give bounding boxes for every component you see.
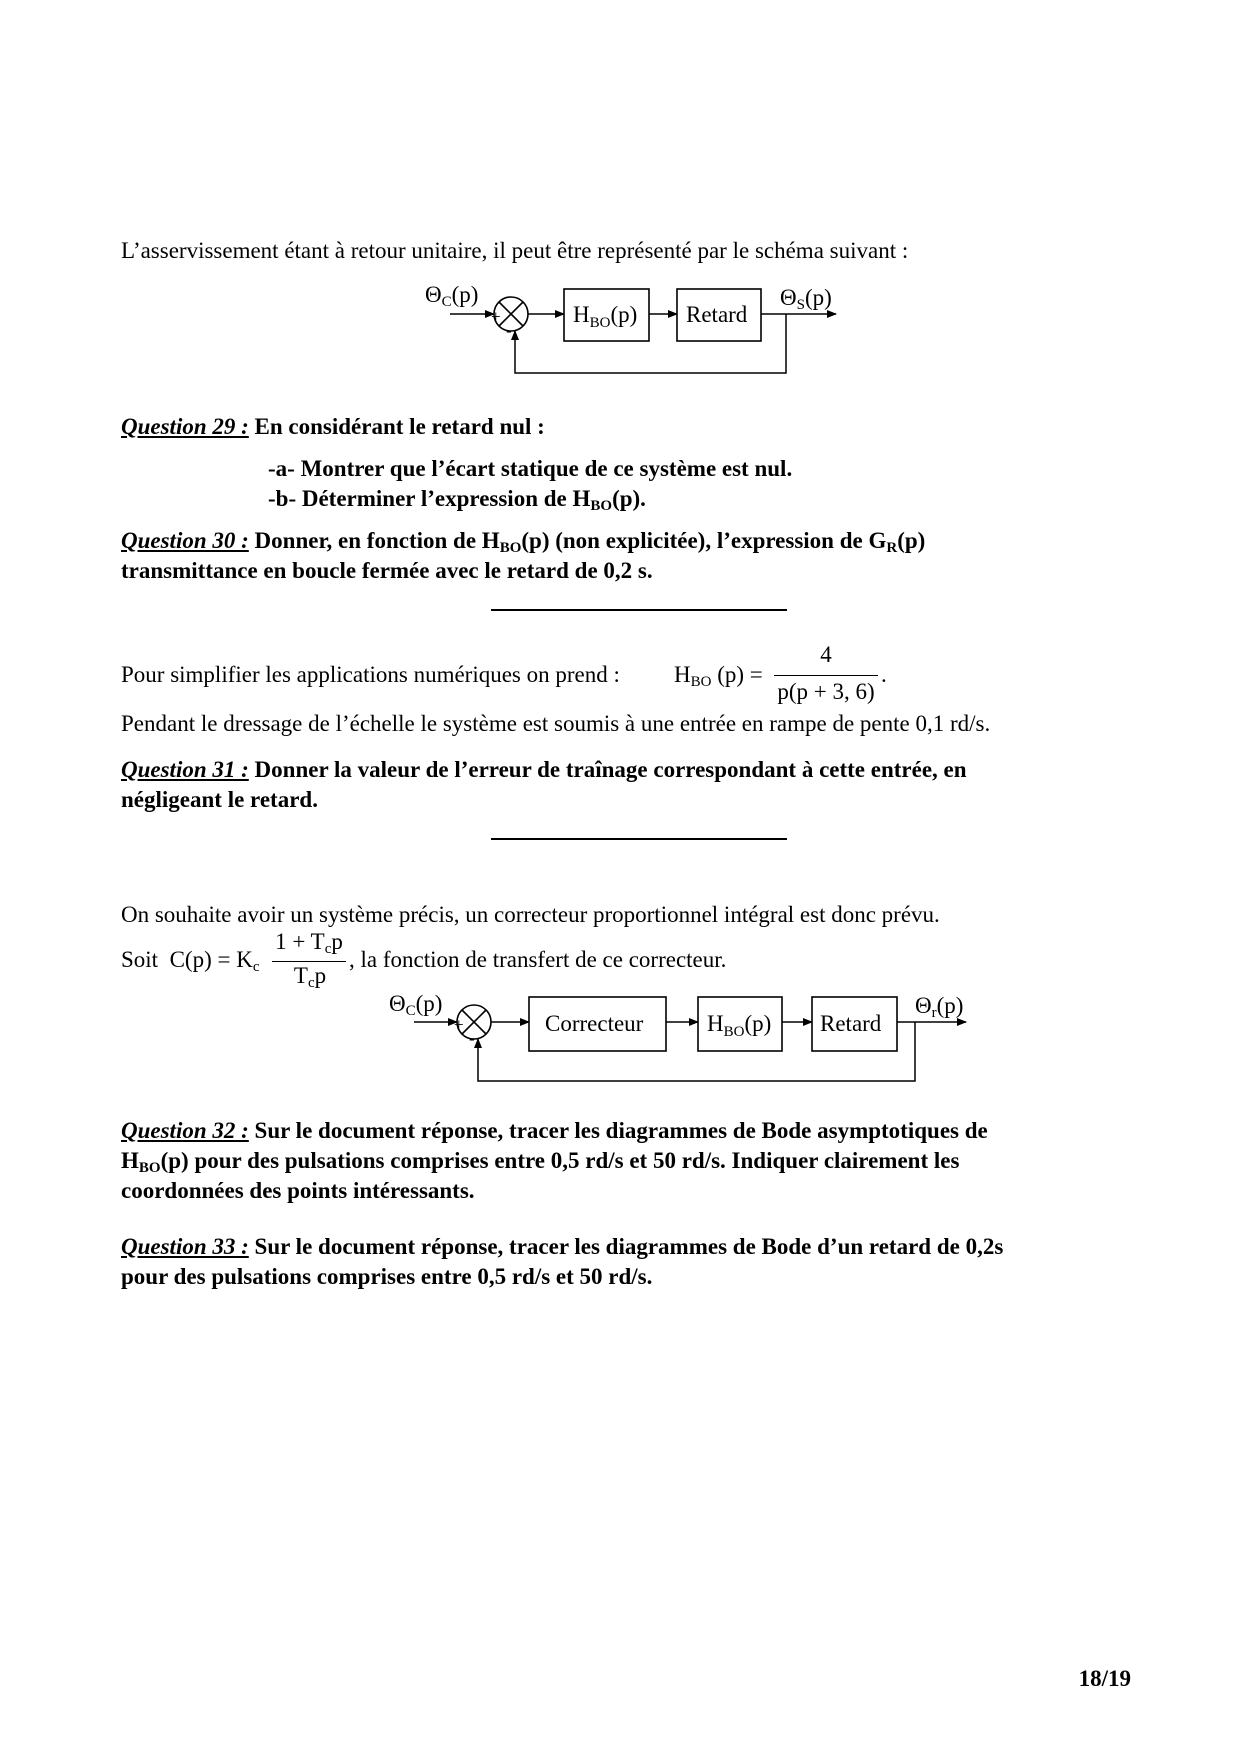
hbo-formula-fraction-bar xyxy=(774,675,878,676)
question-32-label: Question 32 : xyxy=(121,1118,249,1143)
separator-rule-1 xyxy=(491,609,787,611)
corrector-numerator: $1 + T_cp$ xyxy=(275,929,343,957)
question-33-line2: pour des pulsations comprises entre 0,5 rd/s et 50 rd/s. xyxy=(121,1264,653,1289)
question-29-label: Question 29 : xyxy=(121,414,249,439)
question-30-label: Question 30 : xyxy=(121,528,249,553)
corrector-formula-lhs: Soit $C(p) = K_c$ xyxy=(121,947,260,975)
retard-block-2-label: Retard xyxy=(820,1011,882,1036)
question-29-b: -b- Déterminer l’expression de $H_{BO}(p)$. xyxy=(268,486,646,514)
correcteur-block-label: Correcteur xyxy=(545,1011,644,1036)
minus-sign: - xyxy=(506,321,512,340)
output-label: ΘS(p) xyxy=(780,285,832,313)
ramp-text: Pendant le dressage de l’échelle le système est soumis à une entrée en rampe de pente 0,1 rd/s. xyxy=(121,711,991,736)
separator-rule-2 xyxy=(491,838,787,840)
input-label: ΘC(p) xyxy=(425,282,479,310)
question-32-line3: coordonnées des points intéressants. xyxy=(121,1178,475,1203)
question-29 xyxy=(121,412,1131,441)
hbo-block-2-label: $H_{BO}(p)$ xyxy=(707,1011,772,1040)
question-31: Question 31 : Donner la valeur de l’erreur de traînage correspondant à cette entrée, en xyxy=(121,757,967,782)
plus-sign: + xyxy=(491,307,501,326)
corrector-intro: On souhaite avoir un système précis, un correcteur proportionnel intégral est donc prévu. xyxy=(121,902,940,927)
corrector-denominator: $T_cp$ xyxy=(293,963,327,991)
block-diagram-2 xyxy=(0,985,1240,1085)
question-29-text: En considérant le retard nul : xyxy=(254,414,545,439)
hbo-formula-denominator: p(p + 3, 6) xyxy=(777,679,875,704)
question-31-label: Question 31 : xyxy=(121,757,249,782)
question-33-label: Question 33 : xyxy=(121,1234,249,1259)
output-label-2: Θr(p) xyxy=(915,993,964,1021)
corrector-fraction-bar xyxy=(272,961,346,962)
intro-text: L’asservissement étant à retour unitaire, il peut être représenté par le schéma suivant : xyxy=(121,238,909,263)
page-number: 18/19 xyxy=(1078,1666,1131,1691)
block-diagram-1 xyxy=(0,270,1240,380)
retard-block-label: Retard xyxy=(686,302,748,327)
minus-sign-2: - xyxy=(469,1029,475,1048)
question-29-a: -a- Montrer que l’écart statique de ce système est nul. xyxy=(268,456,793,481)
question-30: Question 30 : Donner, en fonction de $H_{BO}(p)$ (non explicitée), l’expression de $G_R(p)$ xyxy=(121,528,926,556)
corrector-formula-after: , la fonction de transfert de ce correcteur. xyxy=(349,947,727,972)
question-32: Question 32 : Sur le document réponse, tracer les diagrammes de Bode asymptotiques de xyxy=(121,1118,988,1143)
plus-sign-2: + xyxy=(454,1015,464,1034)
input-label-2: ΘC(p) xyxy=(389,991,443,1019)
question-32-line2: $H_{BO}(p)$ pour des pulsations comprises entre 0,5 rd/s et 50 rd/s. Indiquer clairement les xyxy=(121,1148,960,1176)
hbo-formula-lhs: $H_{BO}$ (p) = xyxy=(674,662,763,690)
hbo-formula-numerator: 4 xyxy=(820,642,832,667)
question-31-line2: négligeant le retard. xyxy=(121,787,318,812)
question-33: Question 33 : Sur le document réponse, tracer les diagrammes de Bode d’un retard de 0,2s xyxy=(121,1234,1004,1259)
hbo-block-label: $H_{BO}(p)$ xyxy=(573,302,638,331)
question-30-line2: transmittance en boucle fermée avec le retard de 0,2 s. xyxy=(121,558,653,583)
hbo-formula-end: . xyxy=(881,662,887,687)
simplify-text: Pour simplifier les applications numériques on prend : xyxy=(121,662,620,687)
